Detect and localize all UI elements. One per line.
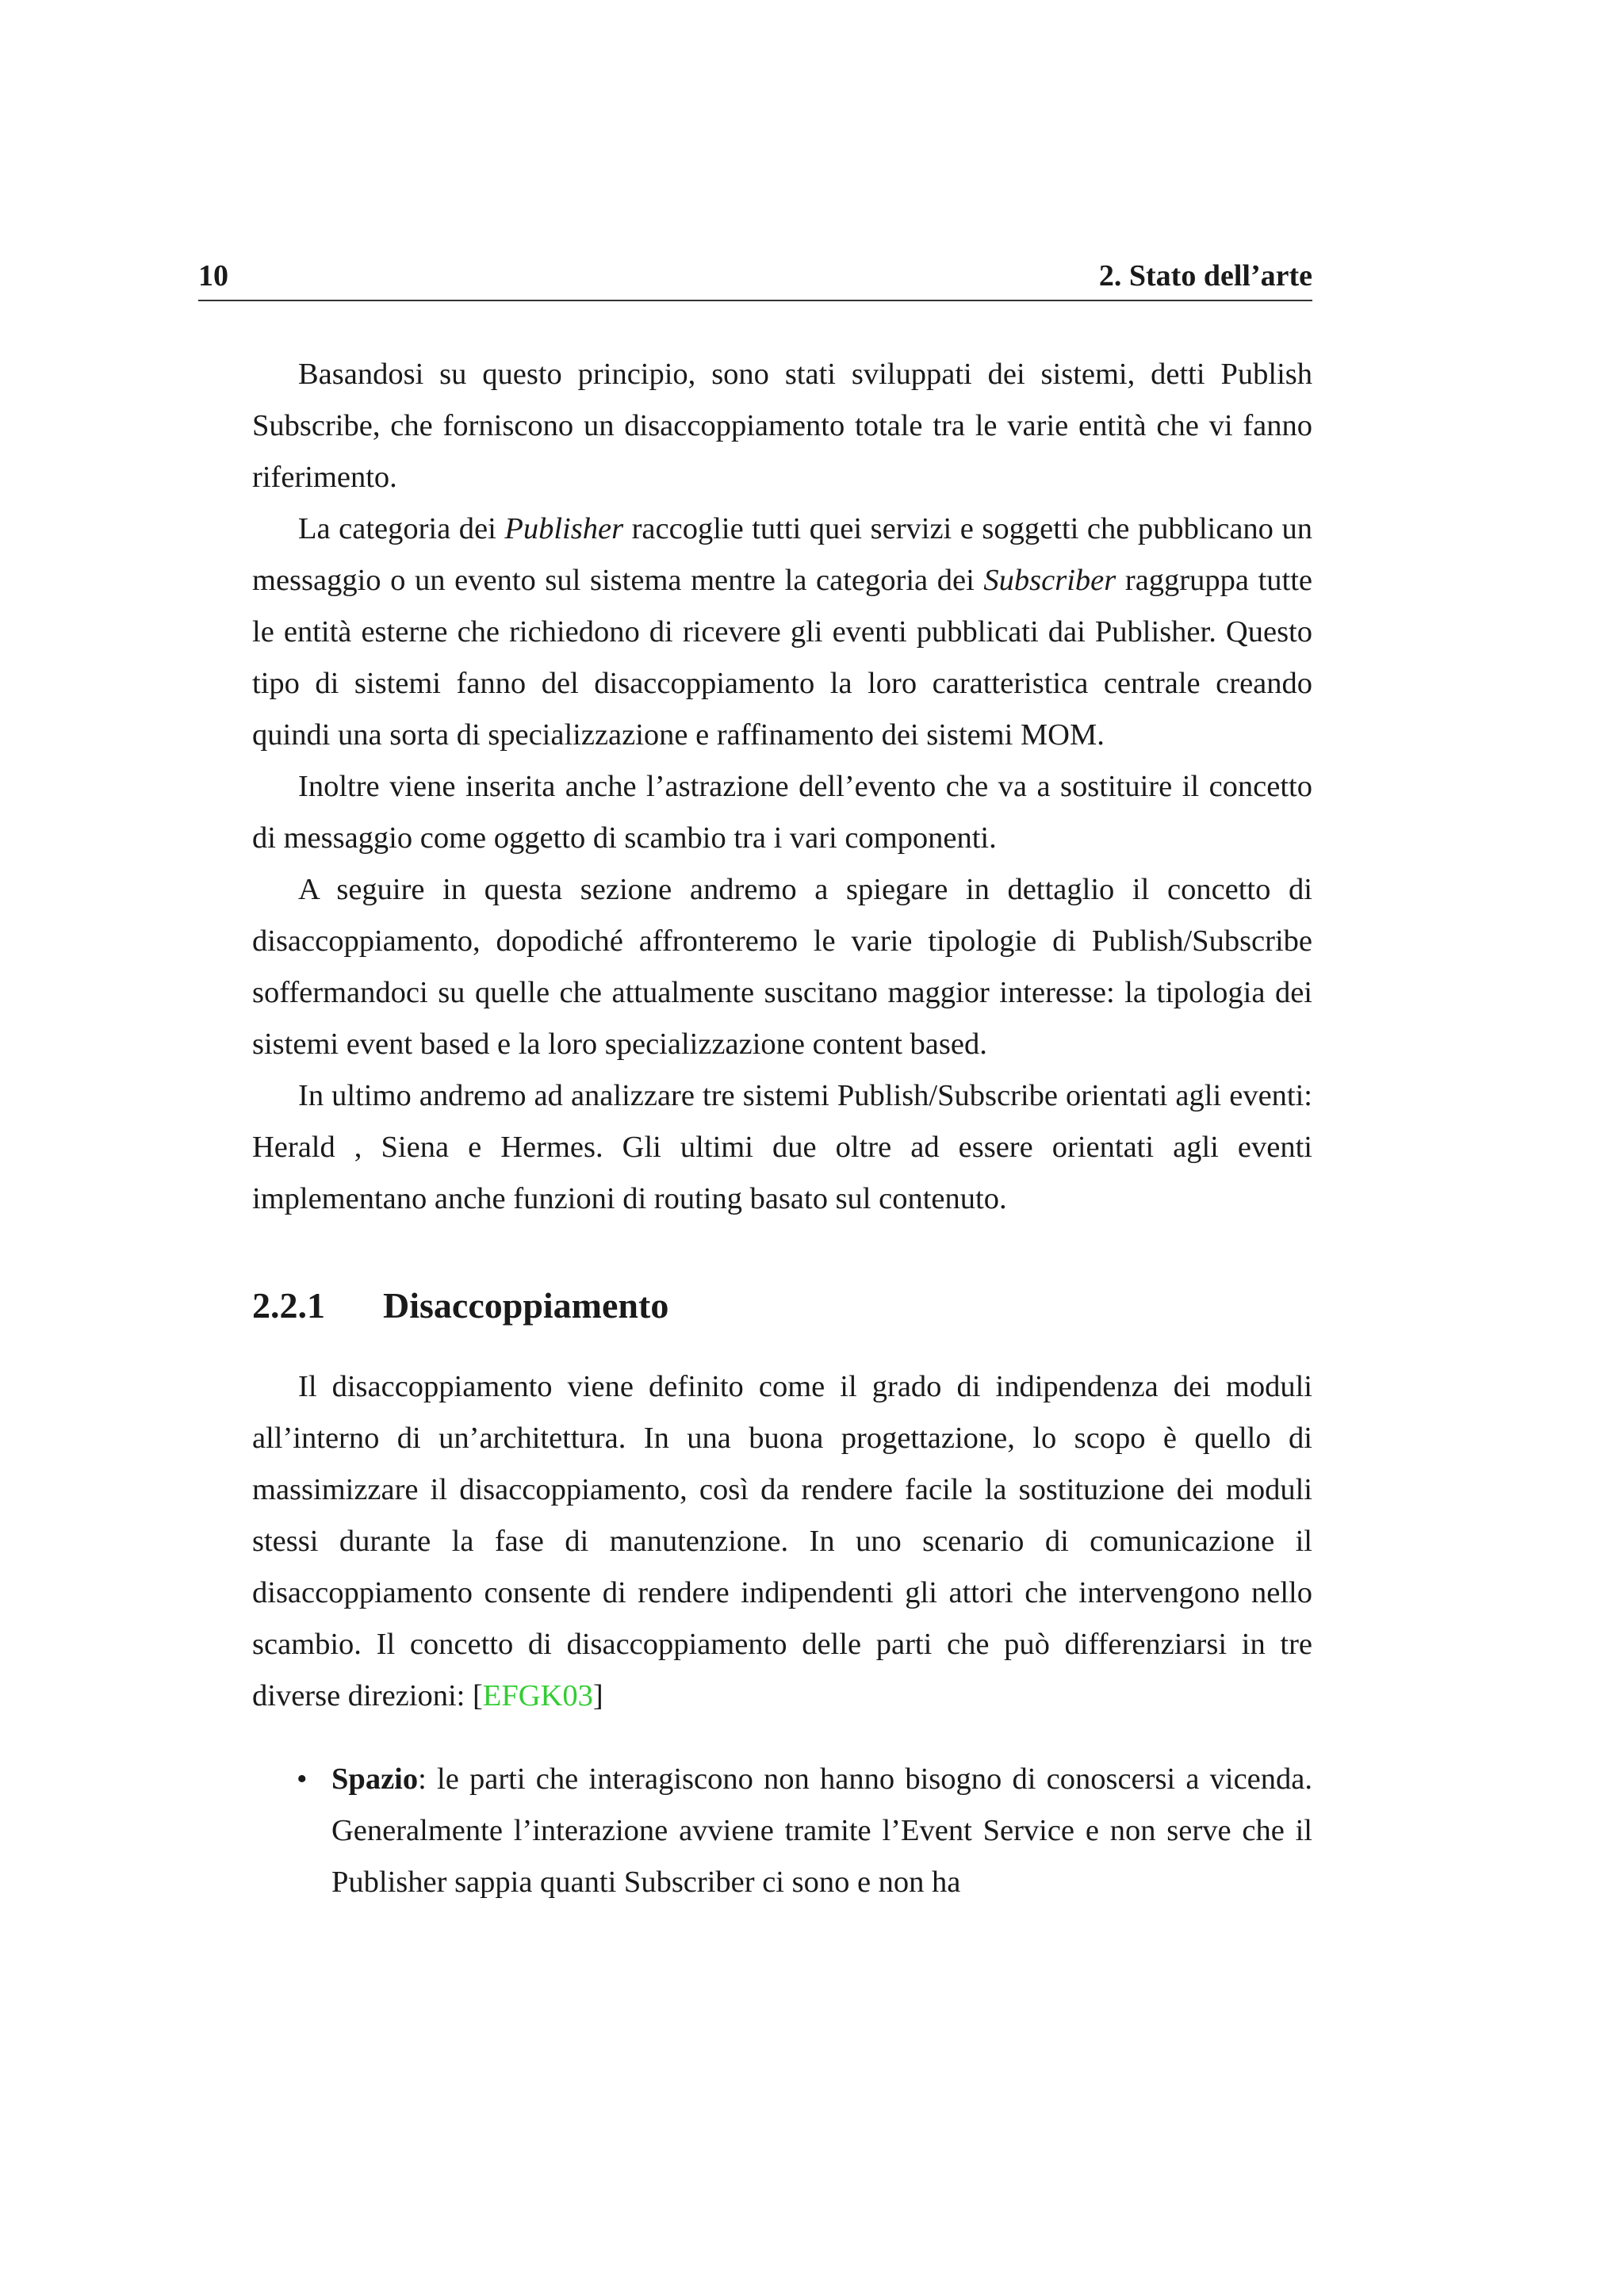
bullet-list bbox=[252, 1754, 1312, 1908]
paragraph-text: Il disaccoppiamento viene definito come il grado di indipendenza dei moduli all’interno di un’architettura. In una buona progettazione, lo scopo è quello di massimizzare il disaccoppiamento, così da rendere facile la sostituzione dei moduli stessi durante la fase di manutenzione. In uno scenario di comunicazione il disaccoppiamento consente di rendere indipendenti gli attori che intervengono nello scambio. Il concetto di disaccoppiamento delle parti che può differenziarsi in tre diverse direzioni: bbox=[252, 1370, 1312, 1712]
body-text bbox=[252, 349, 1312, 1908]
paragraph-publisher-subscriber bbox=[252, 503, 1312, 761]
bullet-term: Spazio bbox=[331, 1762, 419, 1796]
citation-link[interactable]: EFGK03 bbox=[482, 1679, 593, 1712]
running-header bbox=[198, 252, 1312, 301]
page-number: 10 bbox=[198, 259, 228, 293]
list-item bbox=[252, 1754, 1312, 1908]
section-heading bbox=[252, 1282, 1312, 1330]
bullet-icon: • bbox=[297, 1762, 308, 1796]
paragraph-text: A seguire in questa sezione andremo a spiegare in dettaglio il concetto di disaccoppiamento, dopodiché affronteremo le varie tipologie di Publish/Subscribe soffermandoci su quelle che attualmente suscitano maggior interesse: la tipologia dei sistemi event based e la loro specializzazione content based. bbox=[252, 873, 1312, 1061]
paragraph-text: Inoltre viene inserita anche l’astrazione dell’evento che va a sostituire il concetto di messaggio come oggetto di scambio tra i vari componenti. bbox=[252, 770, 1312, 855]
paragraph-text: Basandosi su questo principio, sono stati sviluppati dei sistemi, detti Publish Subscribe, che forniscono un disaccoppiamento totale tra le varie entità che vi fanno riferimento. bbox=[252, 358, 1312, 494]
citation-bracket-open: [ bbox=[472, 1679, 483, 1712]
paragraph-text: La categoria dei bbox=[298, 512, 505, 545]
section-number: 2.2.1 bbox=[252, 1285, 325, 1326]
paragraph-text: raccoglie tutti quei servizi e soggetti che pubblicano un messaggio o un evento sul sistema mentre la categoria dei bbox=[252, 512, 1312, 597]
paragraph-decoupling-definition bbox=[252, 1361, 1312, 1722]
paragraph-text: In ultimo andremo ad analizzare tre sistemi Publish/Subscribe orientati agli eventi: Herald , Siena e Hermes. Gli ultimi due oltre ad essere orientati agli eventi implementano anche funzioni di routing basato sul contenuto. bbox=[252, 1079, 1312, 1215]
paragraph-systems-overview bbox=[252, 1070, 1312, 1225]
paragraph-event-abstraction bbox=[252, 761, 1312, 864]
term-publisher: Publisher bbox=[504, 512, 624, 545]
section-title: Disaccoppiamento bbox=[383, 1285, 669, 1326]
paragraph-text: raggruppa tutte le entità esterne che richiedono di ricevere gli eventi pubblicati dai Publisher. Questo tipo di sistemi fanno del disaccoppiamento la loro caratteristica centrale creando quindi una sorta di specializzazione e raffinamento dei sistemi MOM. bbox=[252, 564, 1313, 752]
paragraph-intro bbox=[252, 349, 1312, 503]
term-subscriber: Subscriber bbox=[983, 564, 1116, 597]
chapter-title: 2. Stato dell’arte bbox=[1098, 259, 1312, 293]
bullet-text: : le parti che interagiscono non hanno bisogno di conoscersi a vicenda. Generalmente l’interazione avviene tramite l’Event Service e non serve che il Publisher sappia quanti Subscriber ci sono e non ha bbox=[331, 1762, 1312, 1899]
paragraph-section-overview bbox=[252, 864, 1312, 1070]
citation-bracket-close: ] bbox=[592, 1679, 603, 1712]
